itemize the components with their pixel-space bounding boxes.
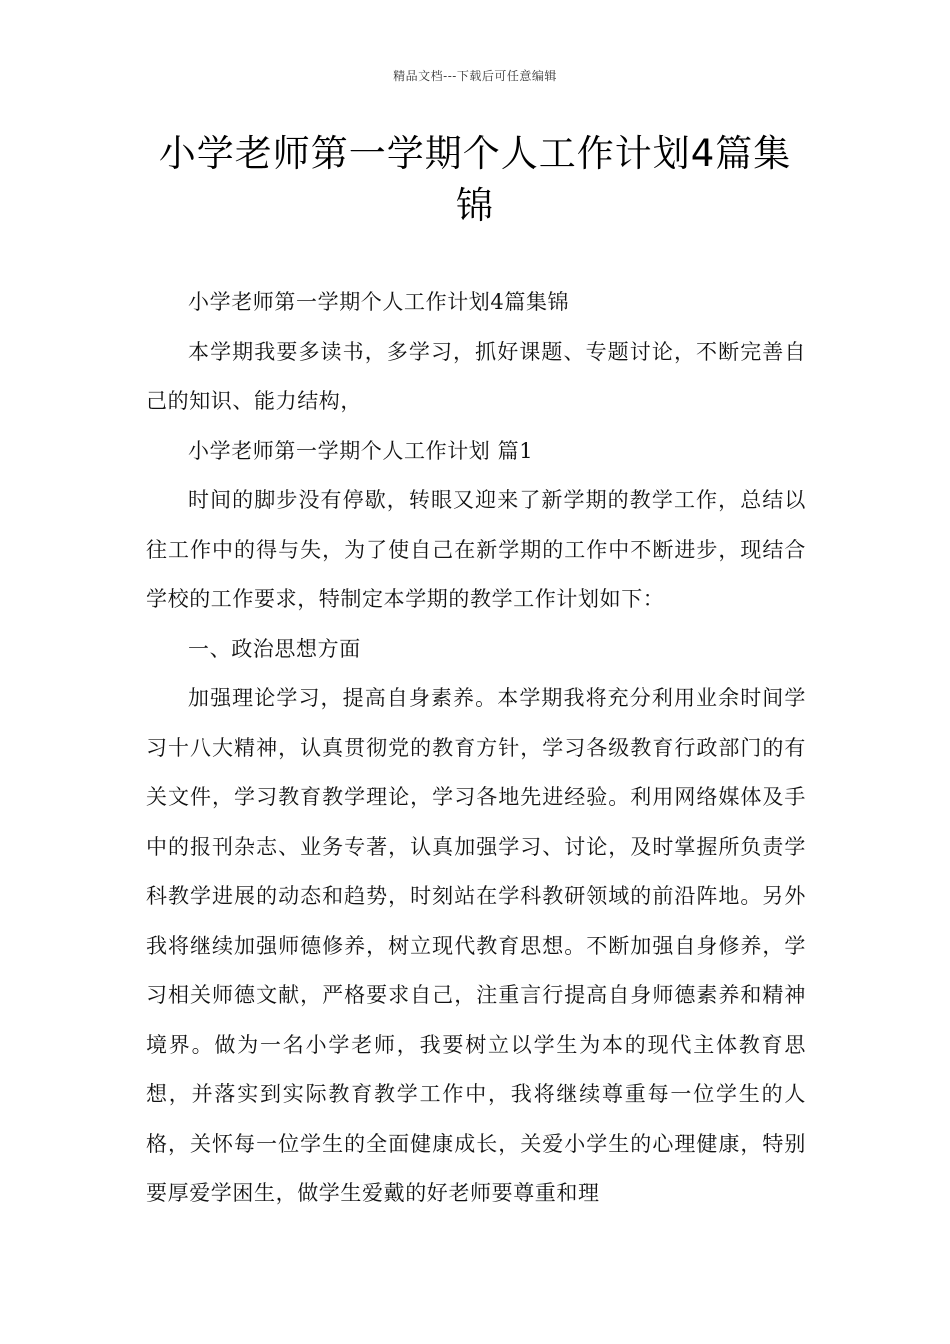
- paragraph-section-heading: 小学老师第一学期个人工作计划 篇1: [188, 438, 534, 463]
- document-title: 小学老师第一学期个人工作计划4篇集锦: [158, 132, 792, 227]
- paragraph-intro: 本学期我要多读书，多学习，抓好课题、专题讨论，不断完善自己的知识、能力结构，: [146, 339, 806, 413]
- document-body: [146, 278, 806, 1219]
- header-note: 精品文档---下载后可任意编辑: [393, 69, 557, 83]
- paragraph-politics-heading: 一、政治思想方面: [188, 636, 361, 661]
- paragraph-opening: 时间的脚步没有停歇，转眼又迎来了新学期的教学工作，总结以往工作中的得与失，为了使自己在新学期的工作中不断进步，现结合学校的工作要求，特制定本学期的教学工作计划如下：: [146, 488, 806, 611]
- paragraph-subtitle: 小学老师第一学期个人工作计划4篇集锦: [188, 290, 570, 314]
- paragraph-politics-body: 加强理论学习，提高自身素养。本学期我将充分利用业余时间学习十八大精神，认真贯彻党的教育方针，学习各级教育行政部门的有关文件，学习教育教学理论，学习各地先进经验。利用网络媒体及手中的报刊杂志、业务专著，认真加强学习、讨论，及时掌握所负责学科教学进展的动态和趋势，时刻站在学科教研领域的前沿阵地。另外我将继续加强师德修养，树立现代教育思想。不断加强自身修养，学习相关师德文献，严格要求自己，注重言行提高自身师德素养和精神境界。做为一名小学老师，我要树立以学生为本的现代主体教育思想，并落实到实际教育教学工作中，我将继续尊重每一位学生的人格，关怀每一位学生的全面健康成长，关爱小学生的心理健康，特别要厚爱学困生，做学生爱戴的好老师要尊重和理: [146, 686, 806, 1205]
